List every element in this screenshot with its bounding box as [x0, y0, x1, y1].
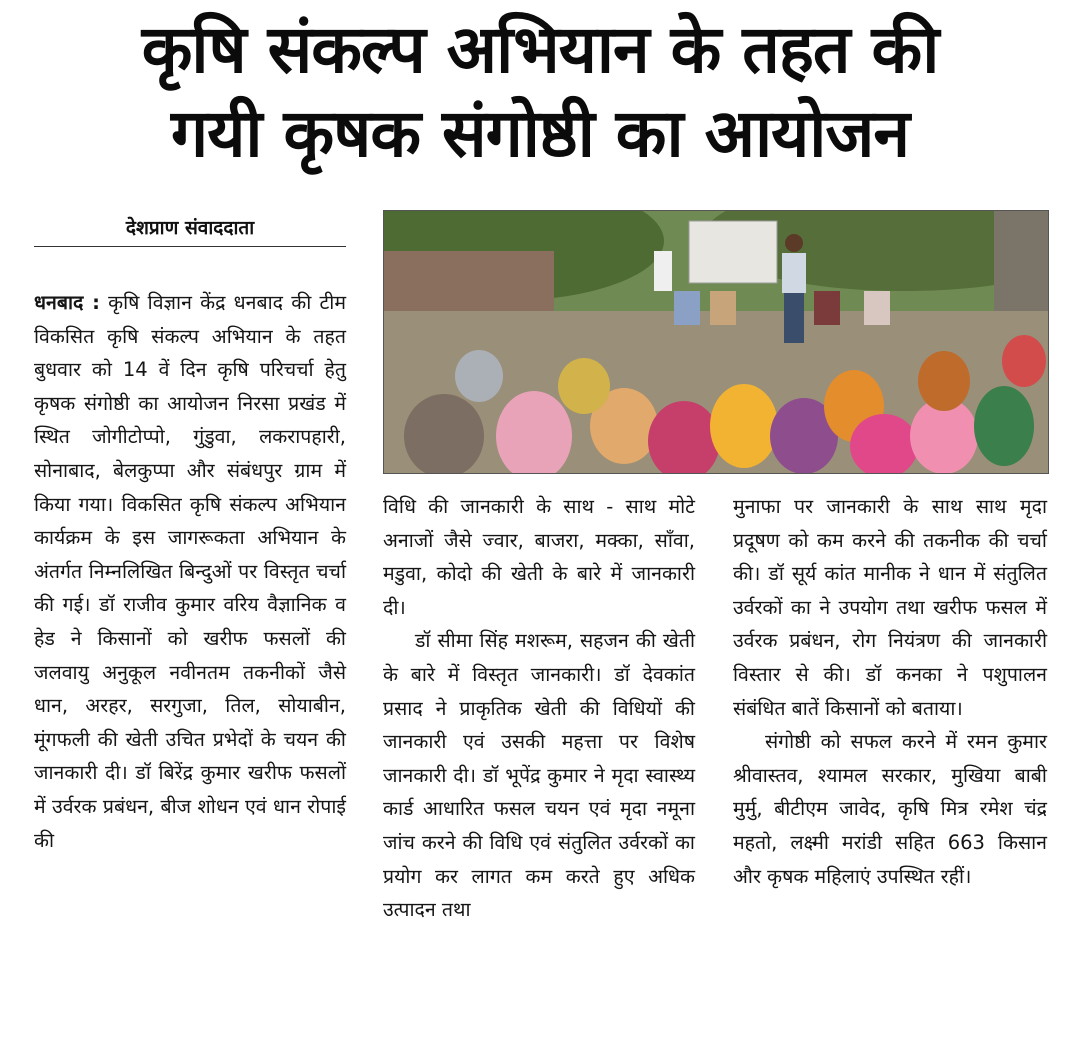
news-photo [383, 210, 1049, 474]
column-1-text: कृषि विज्ञान केंद्र धनबाद की टीम विकसित कृषि संकल्प अभियान के तहत बुधवार को 14 वें दिन कृषि परिचर्चा हेतु कृषक संगोष्ठी का आयोजन निरसा प्रखंड में स्थित जोगीटोप्पो, गुंडुवा, लकरापहारी, सोनाबाद, बेलकुप्पा और संबंधपुर ग्राम में किया गया। विकसित कृषि संकल्प अभियान कार्यक्रम के इस जागरूकता अभियान के अंतर्गत निम्नलिखित बिन्दुओं पर विस्तृत चर्चा की गई। डॉ राजीव कुमार वरिय वैज्ञानिक व हेड ने किसानों को खरीफ फसलों की जलवायु अनुकूल नवीनतम तकनीकों जैसे धान, अरहर, सरगुजा, तिल, सोयाबीन, मूंगफली की खेती उचित प्रभेदों के चयन की जानकारी दी। डॉ बिरेंद्र कुमार खरीफ फसलों में उर्वरक प्रबंधन, बीज शोधन एवं धान रोपाई की [34, 291, 346, 852]
brick-wall [384, 251, 554, 321]
article-column-1 [34, 286, 346, 857]
article-paragraph [34, 286, 346, 857]
headline-line-1: कृषि संकल्प अभियान के तहत की [141, 11, 939, 88]
headline [0, 8, 1080, 176]
article-paragraph: डॉ सीमा सिंह मशरूम, सहजन की खेती के बारे में विस्तृत जानकारी। डॉ देवकांत प्रसाद ने प्राकृतिक खेती की विधियों की जानकारी एवं उसकी महत्ता पर विशेष जानकारी दी। डॉ भूपेंद्र कुमार ने मृदा स्वास्थ्य कार्ड आधारित फसल चयन एवं मृदा नमूना जांच करने की विधि एवं संतुलित उर्वरकों का प्रयोग कर लागत कम करते हुए अधिक उत्पादन तथा [383, 629, 695, 922]
dateline: धनबाद : [34, 291, 100, 314]
article-paragraph: संगोष्ठी को सफल करने में रमन कुमार श्रीवास्तव, श्यामल सरकार, मुखिया बाबी मुर्मु, बीटीएम जावेद, कृषि मित्र रमेश चंद्र महतो, लक्ष्मी मरांडी सहित 663 किसान और कृषक महिलाएं उपस्थित रहीं। [733, 730, 1047, 888]
headline-line-2: गयी कृषक संगोष्ठी का आयोजन [170, 95, 909, 172]
byline: देशप्राण संवाददाता [34, 214, 346, 247]
banner [689, 221, 777, 283]
article-paragraph: मुनाफा पर जानकारी के साथ साथ मृदा प्रदूषण को कम करने की तकनीक की चर्चा की। डॉ सूर्य कांत मानीक ने धान में संतुलित उर्वरकों का ने उपयोग तथा खरीफ फसल में उर्वरक प्रबंधन, रोग नियंत्रण की जानकारी विस्तार से की। डॉ कनका ने पशुपालन संबंधित बातें किसानों को बताया। [733, 495, 1047, 720]
farmers-meeting-photo [384, 211, 1048, 473]
article-paragraph: विधि की जानकारी के साथ - साथ मोटे अनाजों जैसे ज्वार, बाजरा, मक्का, साँवा, मडुवा, कोदो की खेती के बारे में जानकारी दी। [383, 495, 695, 619]
article-column-3 [733, 490, 1047, 893]
article-column-2 [383, 490, 695, 927]
